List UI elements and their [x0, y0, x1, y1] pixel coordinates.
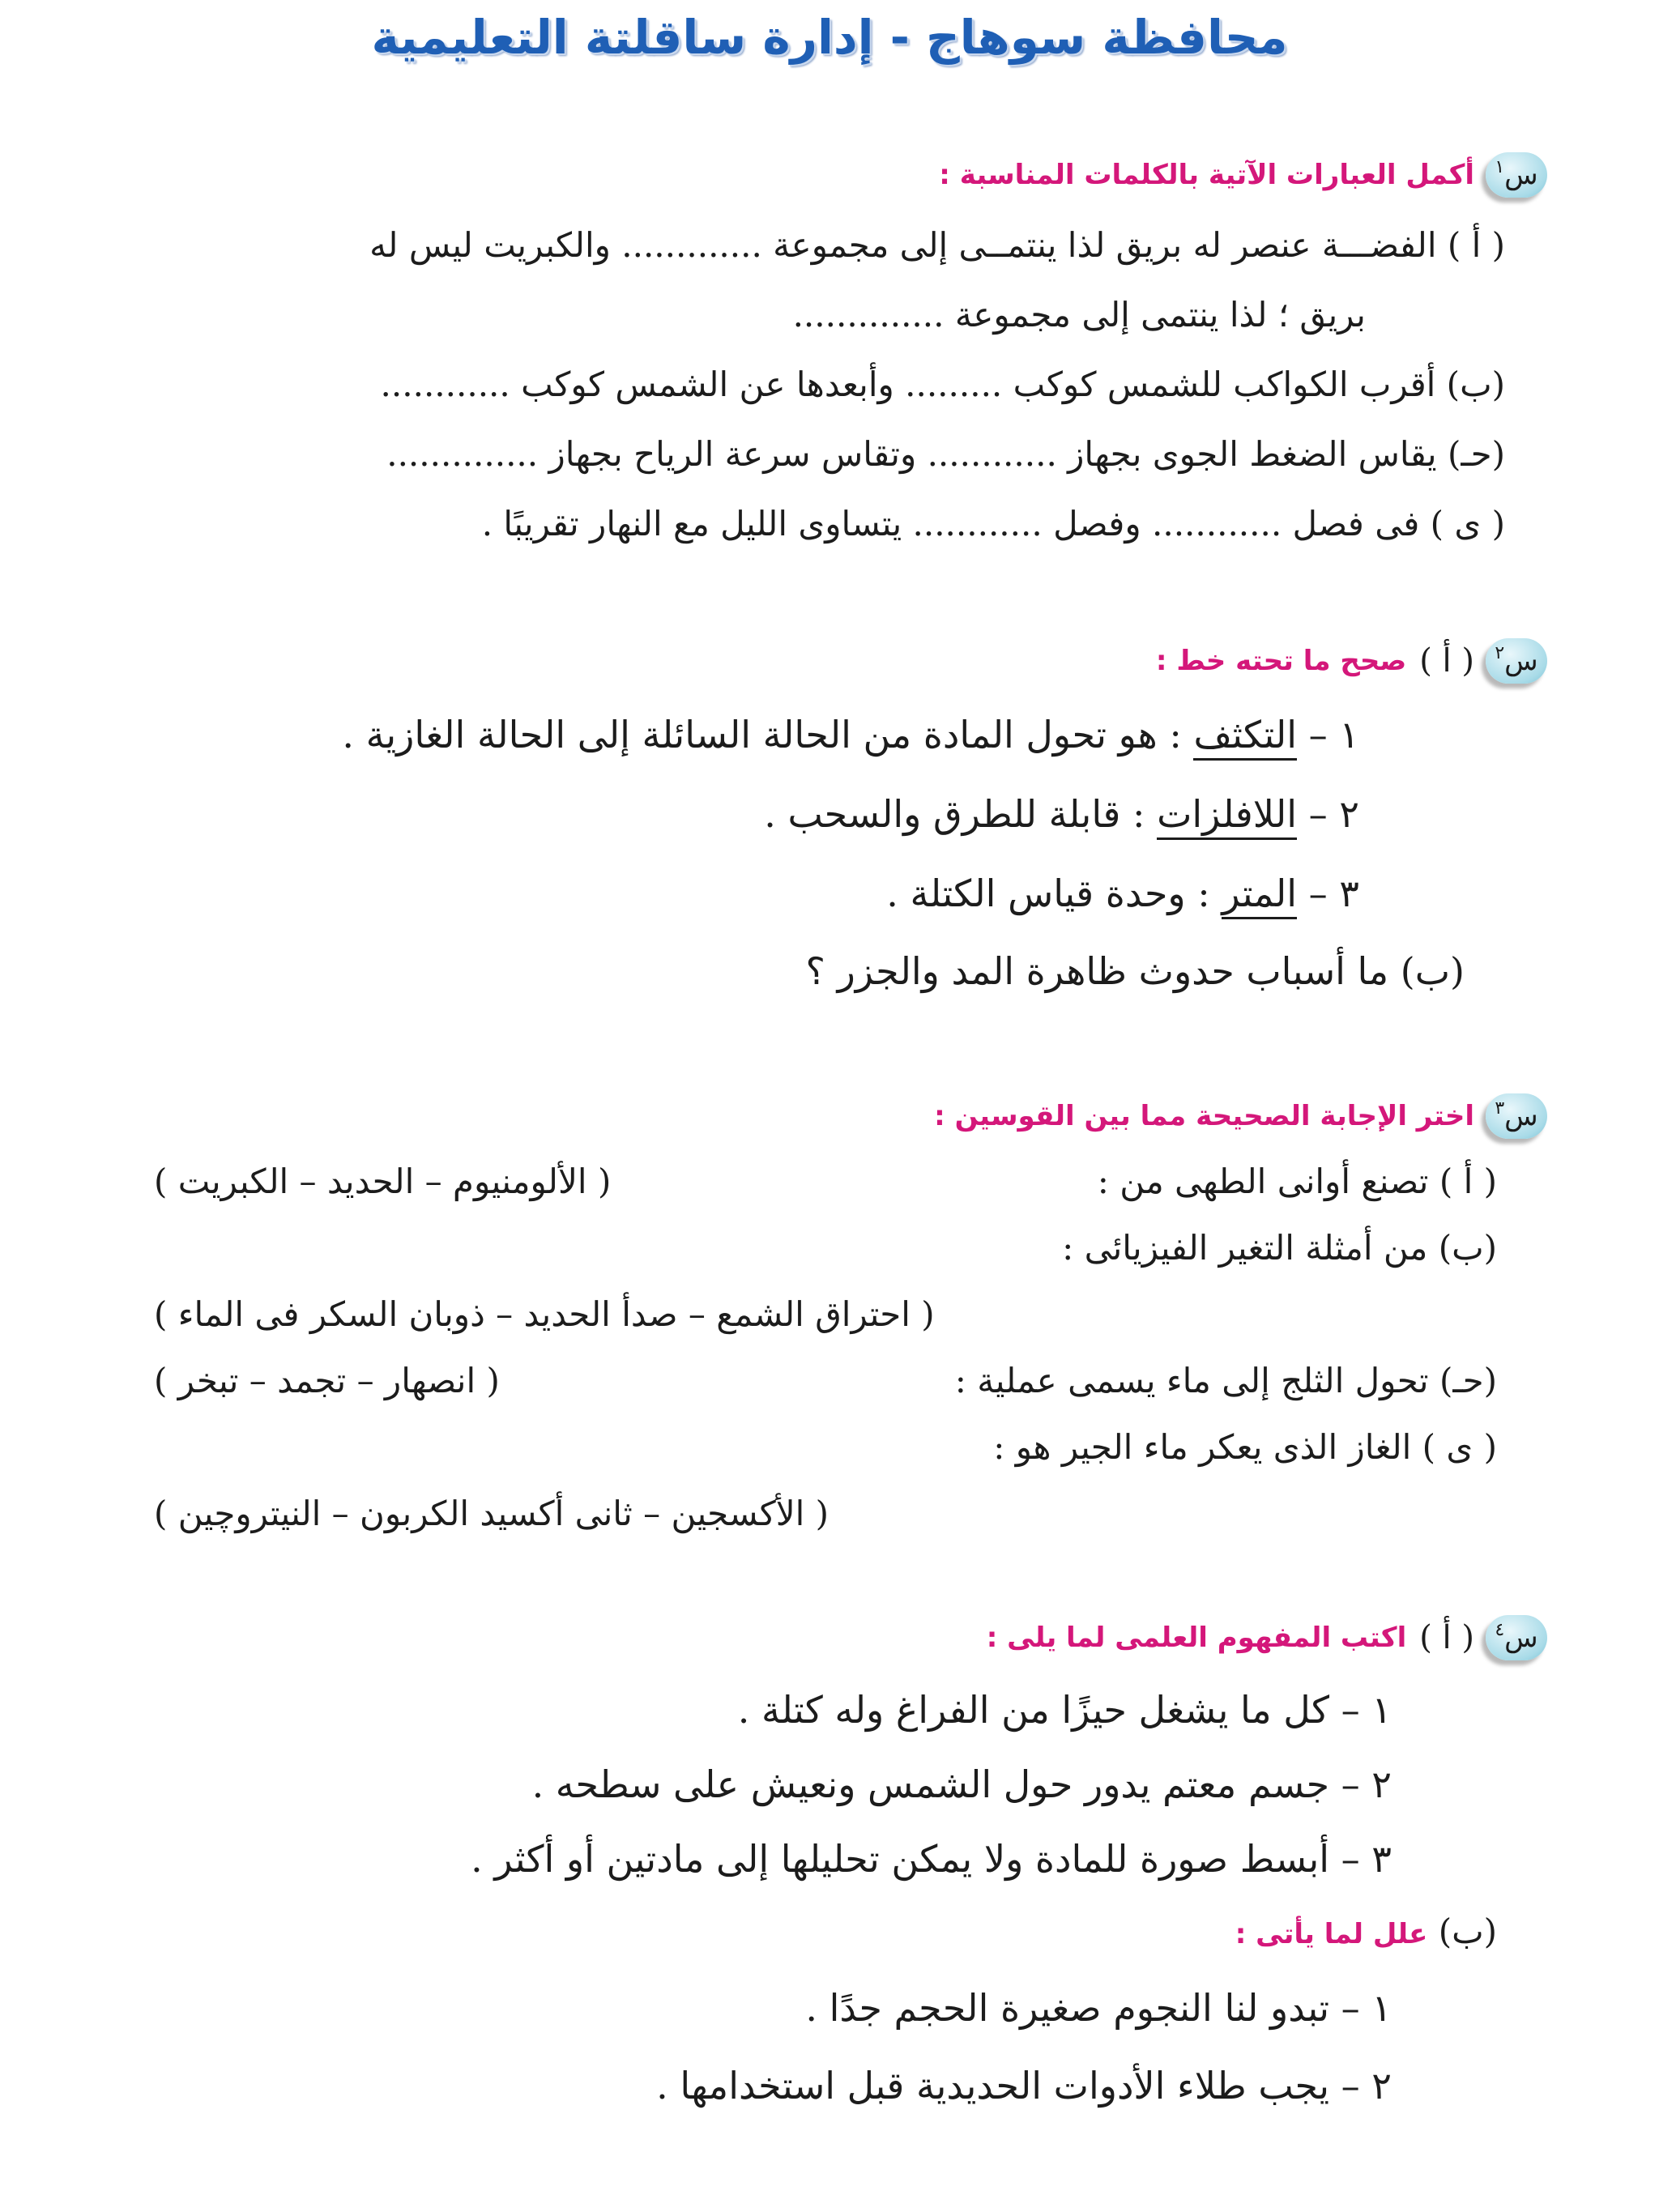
question-3-title: اختر الإجابة الصحيحة مما بين القوسين : — [934, 1100, 1474, 1132]
question-1-header — [939, 152, 1547, 198]
question-1-title: أكمل العبارات الآتية بالكلمات المناسبة : — [939, 159, 1474, 191]
q4-b-item-2: ٢ – يجب طلاء الأدوات الحديدية قبل استخدامها . — [656, 2064, 1392, 2108]
item-number: ١ – — [1308, 713, 1359, 757]
badge-number: ٣ — [1495, 1097, 1505, 1119]
badge-number: ٢ — [1495, 642, 1505, 663]
q3-choices-d: ( الأكسجين – ثانى أكسيد الكربون – النيتروچين ) — [154, 1494, 830, 1533]
q4-b-item-1: ١ – تبدو لنا النجوم صغيرة الحجم جدًا . — [805, 1986, 1392, 2030]
badge-letter: س — [1504, 1100, 1538, 1132]
question-3-header — [934, 1093, 1547, 1139]
badge-number: ١ — [1495, 156, 1505, 177]
underlined-term: المتر — [1222, 872, 1297, 919]
q3-choices-c: ( انصهار – تجمد – تبخر ) — [154, 1361, 500, 1400]
q4-a-item-2: ٢ – جسم معتم يدور حول الشمس ونعيش على سطحه . — [531, 1762, 1392, 1806]
underlined-term: اللافلزات — [1157, 792, 1297, 840]
underlined-term: التكثف — [1193, 713, 1297, 761]
item-text: : وحدة قياس الكتلة . — [886, 872, 1210, 915]
question-4-header — [987, 1615, 1547, 1660]
question-2-part-a-label: ( أ ) — [1419, 642, 1474, 680]
q1-line-b: (ب) أقرب الكواكب للشمس كوكب ......... وأبعدها عن الشمس كوكب ............ — [380, 364, 1505, 404]
q4-a-item-3: ٣ – أبسط صورة للمادة ولا يمكن تحليلها إلى مادتين أو أكثر . — [471, 1837, 1392, 1881]
q2-item-3 — [0, 872, 1359, 916]
q3-choices-a: ( الألومنيوم – الحديد – الكبريت ) — [154, 1161, 612, 1201]
item-text: : هو تحول المادة من الحالة السائلة إلى الحالة الغازية . — [342, 713, 1182, 757]
q1-line-c: (حـ) يقاس الضغط الجوى بجهاز ............ وتقاس سرعة الرياح بجهاز .............. — [386, 434, 1505, 474]
item-number: ٣ – — [1308, 872, 1359, 915]
question-2-header — [1156, 638, 1547, 684]
page-title: محافظة سوهاج - إدارة ساقلتة التعليمية — [371, 10, 1288, 65]
question-4-part-a-label: ( أ ) — [1419, 1619, 1474, 1656]
q1-line-a-continued: بريق ؛ لذا ينتمى إلى مجموعة .............. — [792, 295, 1366, 335]
question-3-badge — [1486, 1093, 1547, 1139]
part-b-title: علل لما يأتى : — [1235, 1918, 1428, 1950]
badge-letter: س — [1504, 645, 1538, 677]
q3-question-d: ( ى ) الغاز الذى يعكر ماء الجير هو : — [993, 1427, 1497, 1467]
question-4-title: اكتب المفهوم العلمى لما يلى : — [986, 1622, 1407, 1654]
question-4-badge — [1486, 1615, 1547, 1660]
question-2-title: صحح ما تحته خط : — [1155, 645, 1407, 677]
part-b-label: (ب) — [1438, 1912, 1497, 1951]
badge-letter: س — [1504, 1622, 1538, 1654]
q2-part-b: (ب) ما أسباب حدوث ظاهرة المد والجزر ؟ — [805, 949, 1465, 993]
q4-part-b-header — [0, 1912, 1497, 1952]
q1-line-d: ( ى ) فى فصل ............ وفصل ............ يتساوى الليل مع النهار تقريبًا . — [481, 504, 1505, 543]
q3-question-c: (حـ) تحول الثلج إلى ماء يسمى عملية : — [954, 1361, 1497, 1400]
question-2-badge — [1486, 638, 1547, 684]
q2-item-1 — [0, 713, 1359, 757]
q3-question-a: ( أ ) تصنع أوانى الطهى من : — [1097, 1161, 1497, 1201]
q3-question-b: (ب) من أمثلة التغير الفيزيائى : — [1062, 1228, 1497, 1268]
q2-item-2 — [0, 792, 1359, 837]
badge-number: ٤ — [1495, 1619, 1505, 1640]
badge-letter: س — [1504, 159, 1538, 191]
item-text: : قابلة للطرق والسحب . — [764, 792, 1145, 836]
question-1-badge — [1486, 152, 1547, 198]
q3-choices-b: ( احتراق الشمع – صدأ الحديد – ذوبان السكر فى الماء ) — [154, 1294, 935, 1334]
q4-a-item-1: ١ – كل ما يشغل حيزًا من الفراغ وله كتلة . — [737, 1688, 1392, 1732]
q1-line-a: ( أ ) الفضـــة عنصر له بريق لذا ينتمــى إلى مجموعة ............. والكبريت ليس له — [369, 225, 1505, 265]
item-number: ٢ – — [1308, 792, 1359, 836]
